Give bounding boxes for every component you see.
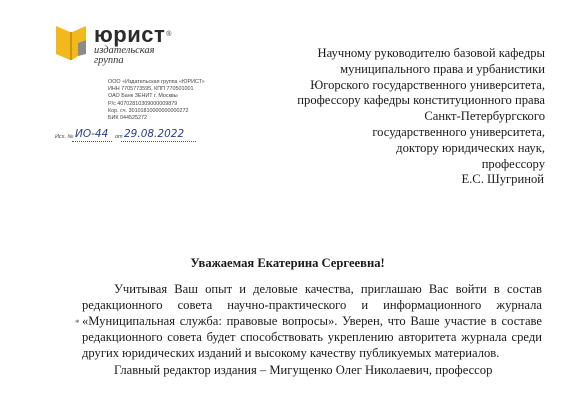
addressee-line: доктору юридических наук, bbox=[396, 140, 545, 155]
letter-body bbox=[82, 281, 542, 378]
company-requisites bbox=[108, 79, 205, 122]
margin-mark: * bbox=[75, 318, 80, 328]
registered-mark-icon: ® bbox=[166, 31, 172, 38]
logo-mark-icon bbox=[54, 20, 94, 64]
requisite-line: Р/с 40702810309000009879 bbox=[108, 100, 178, 107]
requisite-line: ИНН 7705773595, КПП 770501001 bbox=[108, 86, 194, 93]
outgoing-number-field bbox=[72, 129, 112, 142]
addressee-line: профессору кафедры конституционного права bbox=[297, 93, 545, 108]
outgoing-date-label: от bbox=[115, 134, 123, 140]
addressee-line: Югорского государственного университета, bbox=[310, 77, 545, 92]
outgoing-number-label: Исх. № bbox=[55, 134, 74, 140]
addressee-name: Е.С. Шугриной bbox=[461, 172, 544, 187]
outgoing-number-value: ИО-44 bbox=[75, 128, 109, 140]
salutation: Уважаемая Екатерина Сергеевна! bbox=[190, 256, 385, 270]
body-paragraph: Учитывая Ваш опыт и деловые качества, приглашаю Вас войти в состав редакционного совета научно-практического и информационного журнала «Муниципальная служба: правовые вопросы». Уверен, что Ваше участие в составе редакционного совета будет способствовать укреплению авторитета журнала среди других юридических изданий и высокому качеству публикуемых материалов. bbox=[82, 282, 542, 360]
requisite-line: БИК 044525272 bbox=[108, 115, 148, 122]
addressee-line: государственного университета, bbox=[372, 124, 545, 139]
requisite-line: ОАО Банк ЗЕНИТ г. Москвы bbox=[108, 93, 178, 100]
addressee-block bbox=[215, 46, 545, 188]
publisher-logo bbox=[54, 18, 204, 68]
requisite-line: ООО «Издательская группа «ЮРИСТ» bbox=[108, 79, 205, 85]
logo-subtitle-line1: издательская bbox=[94, 45, 155, 56]
body-paragraph: Главный редактор издания – Мигущенко Олег Николаевич, профессор bbox=[114, 363, 493, 377]
logo-subtitle bbox=[94, 46, 155, 66]
logo-subtitle-line2: группа bbox=[94, 55, 124, 66]
addressee-line: Научному руководителю базовой кафедры bbox=[317, 46, 545, 60]
logo-title: юрист® bbox=[94, 22, 172, 47]
outgoing-date-value: 29.08.2022 bbox=[124, 128, 185, 140]
outgoing-reference bbox=[55, 129, 225, 143]
addressee-line: профессору bbox=[481, 156, 545, 171]
addressee-line: Санкт-Петербургского bbox=[424, 109, 545, 124]
addressee-line: муниципального права и урбанистики bbox=[340, 61, 545, 76]
requisite-line: Кор. сч. 30101810000000000272 bbox=[108, 107, 189, 114]
outgoing-date-field bbox=[121, 129, 196, 142]
